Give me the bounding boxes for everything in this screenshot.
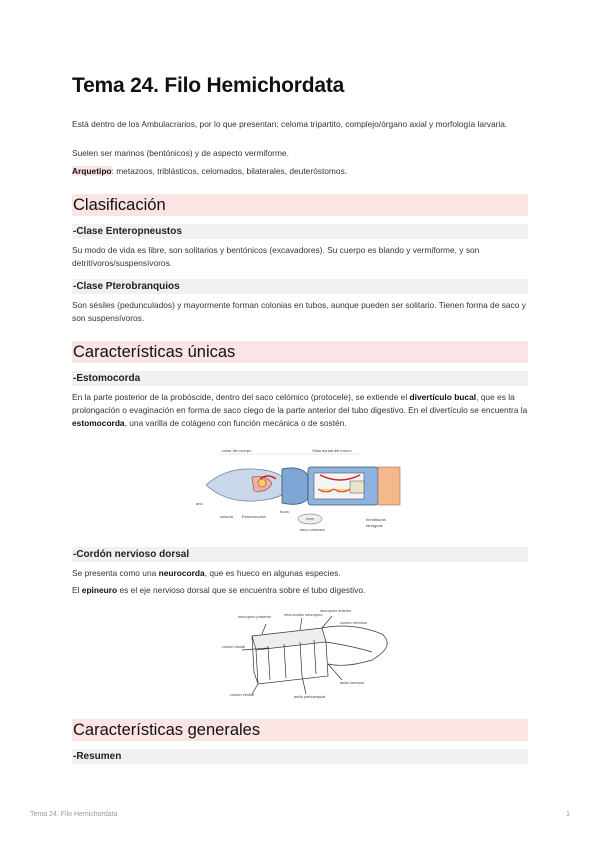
- intro-paragraph-arquetipo: [72, 165, 528, 178]
- heading-caracteristicas-unicas: Características únicas: [72, 341, 528, 363]
- cordon-text-2a: El: [72, 585, 82, 595]
- intro-paragraph-1: Está dentro de los Ambulacrarios, por lo que presentan: celoma tripartito, complejo/órgano axial y morfología larvaria.: [72, 119, 508, 129]
- heading-estomocorda: -Estomocorda: [72, 371, 528, 386]
- estomocorda-term: estomocorda: [72, 418, 125, 428]
- pterobranquios-text: Son sésiles (pedunculados) y mayormente forman colonias en tubos, aunque pueden ser solitario. Tienen forma de saco y son suspensívoros.: [72, 300, 526, 323]
- fig1-label-right2: faríngeas: [366, 523, 383, 528]
- fig1-label-top-left: collar del cuerpo: [222, 448, 252, 453]
- estomocorda-text-part1: En la parte posterior de la probóscide, dentro del saco celómico (protocele), se extiende el: [72, 392, 410, 402]
- fig2-label-2: neurocordio neuroporo: [284, 613, 323, 617]
- footer-page-number: 1: [566, 811, 570, 818]
- fig1-label-left: ano: [196, 501, 203, 506]
- heading-caracteristicas-generales: Características generales: [72, 719, 528, 741]
- epineuro-term: epineuro: [81, 585, 118, 595]
- estomocorda-figure: [196, 445, 410, 540]
- heading-clasificacion: Clasificación: [72, 194, 528, 216]
- fig2-label-6: anillo nervioso: [340, 681, 365, 685]
- cordon-text-2c: es el eje nervioso dorsal que se encuentra sobre el tubo digestivo.: [117, 585, 366, 595]
- proboscis-shape: [206, 469, 290, 501]
- enteropneustos-text: Su modo de vida es libre, son solitarios y bentónicos (excavadores). Su cuerpo es blando y vermiforme, y son detritívoros/suspensívoros.: [72, 245, 480, 268]
- fig1-label-bottom3: boca: [280, 509, 289, 514]
- neurocorda-term: neurocorda: [158, 568, 205, 578]
- intro-paragraph-2: Suelen ser marinos (bentónicos) y de aspecto vermiforme.: [72, 148, 289, 158]
- fig2-label-3: neuroporo anterior: [320, 609, 352, 613]
- fig1-label-top-right: Vista dorsal del tronco: [312, 448, 352, 453]
- fig1-label-bottom4: saco cardíaco: [300, 527, 325, 532]
- fig1-label-bottom1: celoma: [220, 514, 233, 519]
- cordon-text-1c: , que es hueco en algunas especies.: [204, 568, 341, 578]
- cordon-text-2: [72, 584, 528, 597]
- heading-enteropneustos: -Clase Enteropneustos: [72, 224, 528, 239]
- collar-shape: [282, 468, 308, 504]
- footer-title: Tema 24. Filo Hemichordata: [30, 811, 118, 818]
- fig2-label-4: cordón nervioso: [340, 621, 368, 625]
- estomocorda-text: [72, 391, 528, 430]
- diverticulo-bucal-term: divertículo bucal: [409, 392, 477, 402]
- cordon-text-1: [72, 567, 528, 580]
- fig2-label-1: neuroporo posterior: [238, 615, 272, 619]
- arquetipo-text: : metazoos, triblásticos, celomados, bilaterales, deuteróstomos.: [111, 166, 348, 176]
- page-title: Tema 24. Filo Hemichordata: [72, 74, 345, 97]
- heading-resumen: -Resumen: [72, 749, 528, 764]
- heading-pterobranquios: -Clase Pterobranquios: [72, 279, 528, 294]
- cordon-text-1a: Se presenta como una: [72, 568, 159, 578]
- fig1-label-right1: hendiduras: [366, 517, 386, 522]
- heading-cordon-nervioso: -Cordón nervioso dorsal: [72, 547, 528, 562]
- arquetipo-label: Arquetipo: [72, 166, 112, 176]
- nervous-system-figure: [222, 606, 398, 706]
- fig2-label-5: cordón dorsal: [222, 645, 246, 649]
- estomocorda-text-part3: , una varilla de colágeno con función mecánica o de sostén.: [124, 418, 347, 428]
- fig2-label-8: anillo prebranquial: [294, 695, 326, 699]
- fig1-label-bottom2: Estomocorda: [242, 514, 266, 519]
- fig2-label-7: cordón ventral: [230, 693, 255, 697]
- estomocorda-text-part2: , que es la prolongación o evaginación en forma de saco ciego de la parte anterior del tubo digestivo. En el divertículo se encuentra la: [72, 392, 528, 415]
